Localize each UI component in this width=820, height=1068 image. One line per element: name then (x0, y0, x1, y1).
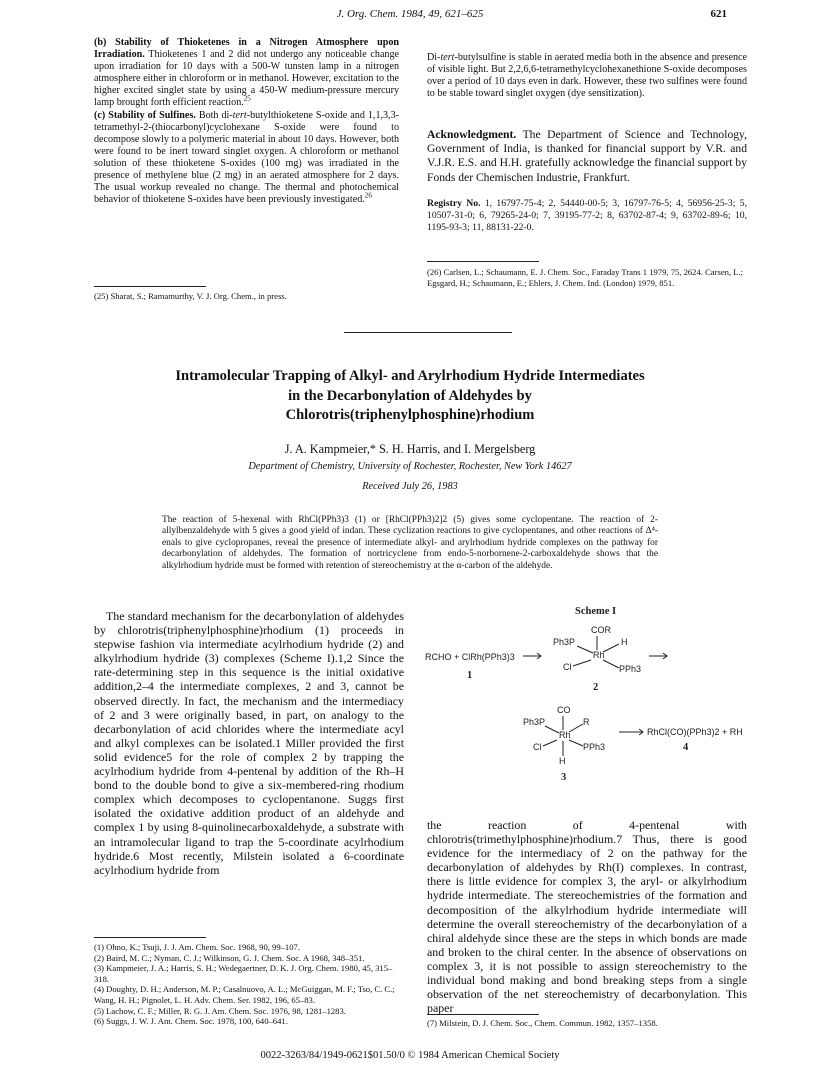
section-b-text: Thioketenes 1 and 2 did not undergo any noticeable change upon irradiation for 10 days with a 500-W tunsten lamp in a nitrogen atmosphere either in chloroform or in methanol. However, excitation to the higher excited singlet state by using a 450-W medium-pressure mercury lamp brought forth efficient reaction. (94, 49, 399, 109)
registry-text: 1, 16797-75-4; 2, 54440-00-5; 3, 16797-76-5; 4, 56956-25-3; 5, 10507-31-0; 6, 79265-24-0; 7, 39195-77-2; 8, 63702-87-4; 9, 63702-89-6; 10, 1195-93-3; 11, 88131-22-0. (427, 198, 748, 234)
bond-2-ph3p (577, 646, 593, 653)
scheme-1 (425, 606, 755, 816)
registry-heading: Registry No. (427, 198, 481, 209)
received-date: Received July 26, 1983 (362, 481, 458, 492)
copyright-footer: 0022-3263/84/1949-0621$01.50/0 © 1984 American Chemical Society (260, 1050, 560, 1061)
prev-article-left-column (94, 37, 399, 206)
ack-text: The Department of Science and Technology, Government of India, is thanked for financial support by V.R. and V.J.R. E.S. and H.H. gratefully acknowledge the financial support by Fonds der Chemischen Industrie, Frankfurt. (427, 128, 747, 184)
footnote-7: (7) Milstein, D. J. Chem. Soc., Chem. Commun. 1982, 1357–1358. (427, 1018, 658, 1028)
bond-2-h (603, 644, 619, 652)
prev-article-right-column (427, 52, 747, 100)
footnote-divider-right (427, 261, 539, 262)
title-line-1: Intramolecular Trapping of Alkyl- and Arylrhodium Hydride Intermediates (175, 368, 645, 384)
registry-numbers (427, 198, 747, 235)
compound-3-label: 3 (561, 772, 567, 783)
co-label: CO (557, 705, 571, 715)
bond-3-r (569, 724, 583, 732)
page-number: 621 (710, 8, 727, 20)
cl-label-3: Cl (533, 742, 542, 752)
ph3p-label-3: Ph3P (523, 717, 546, 727)
article-title (80, 367, 740, 426)
compound-2-label: 2 (593, 682, 599, 693)
acknowledgment (427, 128, 747, 185)
section-c-text-b: -butylthioketene S-oxide and 1,1,3,3-tetramethyl-2-(thiocarbonyl)cyclohexane S-oxide were found to decompose slowly to a polymeric material in about 10 days. However, both were found to be inert toward singlet oxygen. A chloroform or methanol solution of these thioketene S-oxides (100 mg) was irradiated in the presence of methylene blue (2 mg) in an aerated atmosphere for 2 days. The usual workup revealed no change. The thermal and photochemical behavior of thioketene S-oxides have been previously investigated. (94, 109, 399, 206)
footnote-4: (4) Doughty, D. H.; Anderson, M. P.; Casalnuovo, A. L.; McGuiggan, M. F.; Tso, C. C.; Wang, H. H.; Pignolet, L. H. Adv. Chem. Ser. 1982, 196, 65–83. (94, 984, 395, 1005)
section-c-text-tert: tert (232, 109, 247, 121)
footnote-3: (3) Kampmeier, J. A.; Harris, S. H.; Wedegaertner, D. K. J. Org. Chem. 1980, 45, 315–318. (94, 963, 393, 984)
article-separator (344, 332, 512, 333)
section-b-heading: (b) Stability of Thioketenes in a Nitrogen Atmosphere upon Irradiation. (94, 37, 399, 61)
sulfine-text-a: Di- (427, 52, 441, 63)
footnote-25: (25) Sharat, S.; Ramamurthy, V. J. Org. Chem., in press. (94, 291, 287, 301)
footnote-6: (6) Suggs, J. W. J. Am. Chem. Soc. 1978, 100, 640–641. (94, 1016, 288, 1027)
h-label-2: H (621, 637, 628, 647)
pph3-label-2: PPh3 (619, 664, 642, 674)
footnote-2: (2) Baird, M. C.; Nyman, C. J.; Wilkinson, G. J. Chem. Soc. A 1968, 348–351. (94, 952, 365, 963)
footnote-divider-body-right (427, 1014, 539, 1015)
authors: J. A. Kampmeier,* S. H. Harris, and I. Mergelsberg (284, 442, 536, 456)
ph3p-label-2: Ph3P (553, 637, 576, 647)
title-line-2: in the Decarbonylation of Aldehydes by (288, 387, 532, 404)
sulfine-text-tert: tert (440, 52, 455, 63)
products: RhCl(CO)(PPh3)2 + RH (647, 727, 743, 737)
compound-1-label: 1 (467, 670, 473, 681)
body-right-text: the reaction of 4-pentenal with chlorotris(trimethylphosphine)rhodium.7 Thus, there is good evidence for the intermediacy of 2 on the pathway for the decarbonylation of aldehydes by Rh(I) complexes. In contrast, there is little evidence for complex 3, the aryl- or alkylrhodium hydride intermediate. The stereochemistries of the formation and decomposition of the alkylrhodium hydride intermediate will determine the overall stereochemistry of the decarbonylation of a chiral aldehyde since these are the steps in which bonds are made and broken to the chiral center. In the absence of observations on complex 3, it is not possible to assign stereochemistry to the individual bond making and bond breaking steps from a single observation of the net stereochemistry of decarbonylation. This paper (427, 818, 747, 1016)
bond-3-pph3 (569, 740, 583, 746)
r-label-3: R (583, 717, 590, 727)
ack-heading: Acknowledgment. (427, 128, 517, 141)
ref-26: 26 (364, 191, 372, 200)
section-c-text-a: Both di- (198, 109, 233, 121)
running-header (0, 8, 820, 24)
abstract: The reaction of 5-hexenal with RhCl(PPh3)3 (1) or [RhCl(PPh3)2]2 (5) gives some cyclopentane. The reaction of 2-allylbenzaldehyde with 5 gives a good yield of indan. These cyclization reactions to give cyclopentanes, and other reactions of Δ⁴-enals to give cyclopropanes, reveal the presence of intermediate alkyl- and arylrhodium hydride complexes on the pathway for decarbonylation of aldehydes. The formation of nortricyclene from endo-5-norbornene-2-carboxaldehyde shows that the alkylrhodium hydride must be formed with retention of stereochemistry at the α-carbon of the aldehyde. (162, 515, 658, 571)
reactants: RCHO + ClRh(PPh3)3 (425, 652, 515, 662)
body-left-text: The standard mechanism for the decarbonylation of aldehydes by chlorotris(triphenylphosphine)rhodium (1) proceeds in stepwise fashion via intermediate acylrhodium hydride (2) and alkylrhodium hydride (3) complexes (Scheme I).1,2 Since the rate-determining step in this sequence is the initial oxidative addition,2–4 the intermediate complexes, 2 and 3, cannot be observed directly. In fact, the mechanism and the intermediacy of 2 and 3 were originally based, in part, on analogy to the decarbonylation of acid chlorides where the intermediate acyl and alkyl complexes can be isolated.1 Miller provided the first solid evidence5 for the role of complex 2 by trapping the acylrhodium hydride from 4-pentenal by addition of the Rh–H bond to the double bond to give a six-membered-ring rhodium complex which decomposes to cyclopentanone. Suggs first isolated the oxidative addition product of an aldehyde and complex 1 by using 8-quinolinecarboxaldehyde, a substrate with an intramolecular ligand to trap the 5-coordinate acylrhodium hydride.6 Most recently, Milstein isolated a 6-coordinate acylrhodium hydride from (94, 609, 404, 877)
footnote-1: (1) Ohno, K.; Tsuji, J. J. Am. Chem. Soc. 1968, 90, 99–107. (94, 942, 300, 952)
rh-label-3: Rh (559, 730, 571, 740)
compound-4-label: 4 (683, 742, 689, 753)
section-b (94, 37, 399, 110)
journal-citation: J. Org. Chem. 1984, 49, 621–625 (336, 8, 484, 20)
footnote-divider-left (94, 286, 206, 287)
pph3-label-3: PPh3 (583, 742, 606, 752)
scheme-bonds (425, 606, 755, 816)
cl-label-2: Cl (563, 662, 572, 672)
bond-2-pph3 (603, 660, 619, 668)
footnote-divider-body-left (94, 937, 206, 938)
scheme-title: Scheme I (575, 606, 617, 617)
footnotes-left (94, 942, 404, 1027)
sulfine-text-b: -butylsulfine is stable in aerated media both in the absence and presence of visible light. But 2,2,6,6-tetramethylcyclohexanethione S-oxide decomposes over a period of 10 days even in dark. However, these two sulfines were found to be stable toward singlet oxygen (dye sensitization). (427, 52, 747, 100)
affiliation: Department of Chemistry, University of Rochester, Rochester, New York 14627 (248, 461, 572, 472)
footnote-5: (5) Lachow, C. F.; Miller, R. G. J. Am. Chem. Soc. 1976, 98, 1281–1283. (94, 1005, 346, 1016)
h-label-3: H (559, 756, 566, 766)
section-c (94, 110, 399, 207)
section-c-heading: (c) Stability of Sulfines. (94, 109, 196, 121)
sulfine-paragraph (427, 52, 747, 100)
bond-2-cl (573, 660, 591, 666)
cor-label: COR (591, 625, 611, 635)
bond-3-cl (543, 740, 557, 746)
ref-25: 25 (243, 95, 251, 104)
rh-label-2: Rh (593, 650, 605, 660)
bond-3-ph3p (545, 726, 559, 733)
footnote-26: (26) Carlsen, L.; Schaumann, E. J. Chem. Soc., Faraday Trans 1 1979, 75, 2624. Carsen, L.; Egsgard, H.; Schaumann, E.; Ehlers, J. Chem. Ind. (London) 1979, 851. (427, 267, 744, 288)
title-line-3: Chlorotris(triphenylphosphine)rhodium (285, 407, 535, 423)
